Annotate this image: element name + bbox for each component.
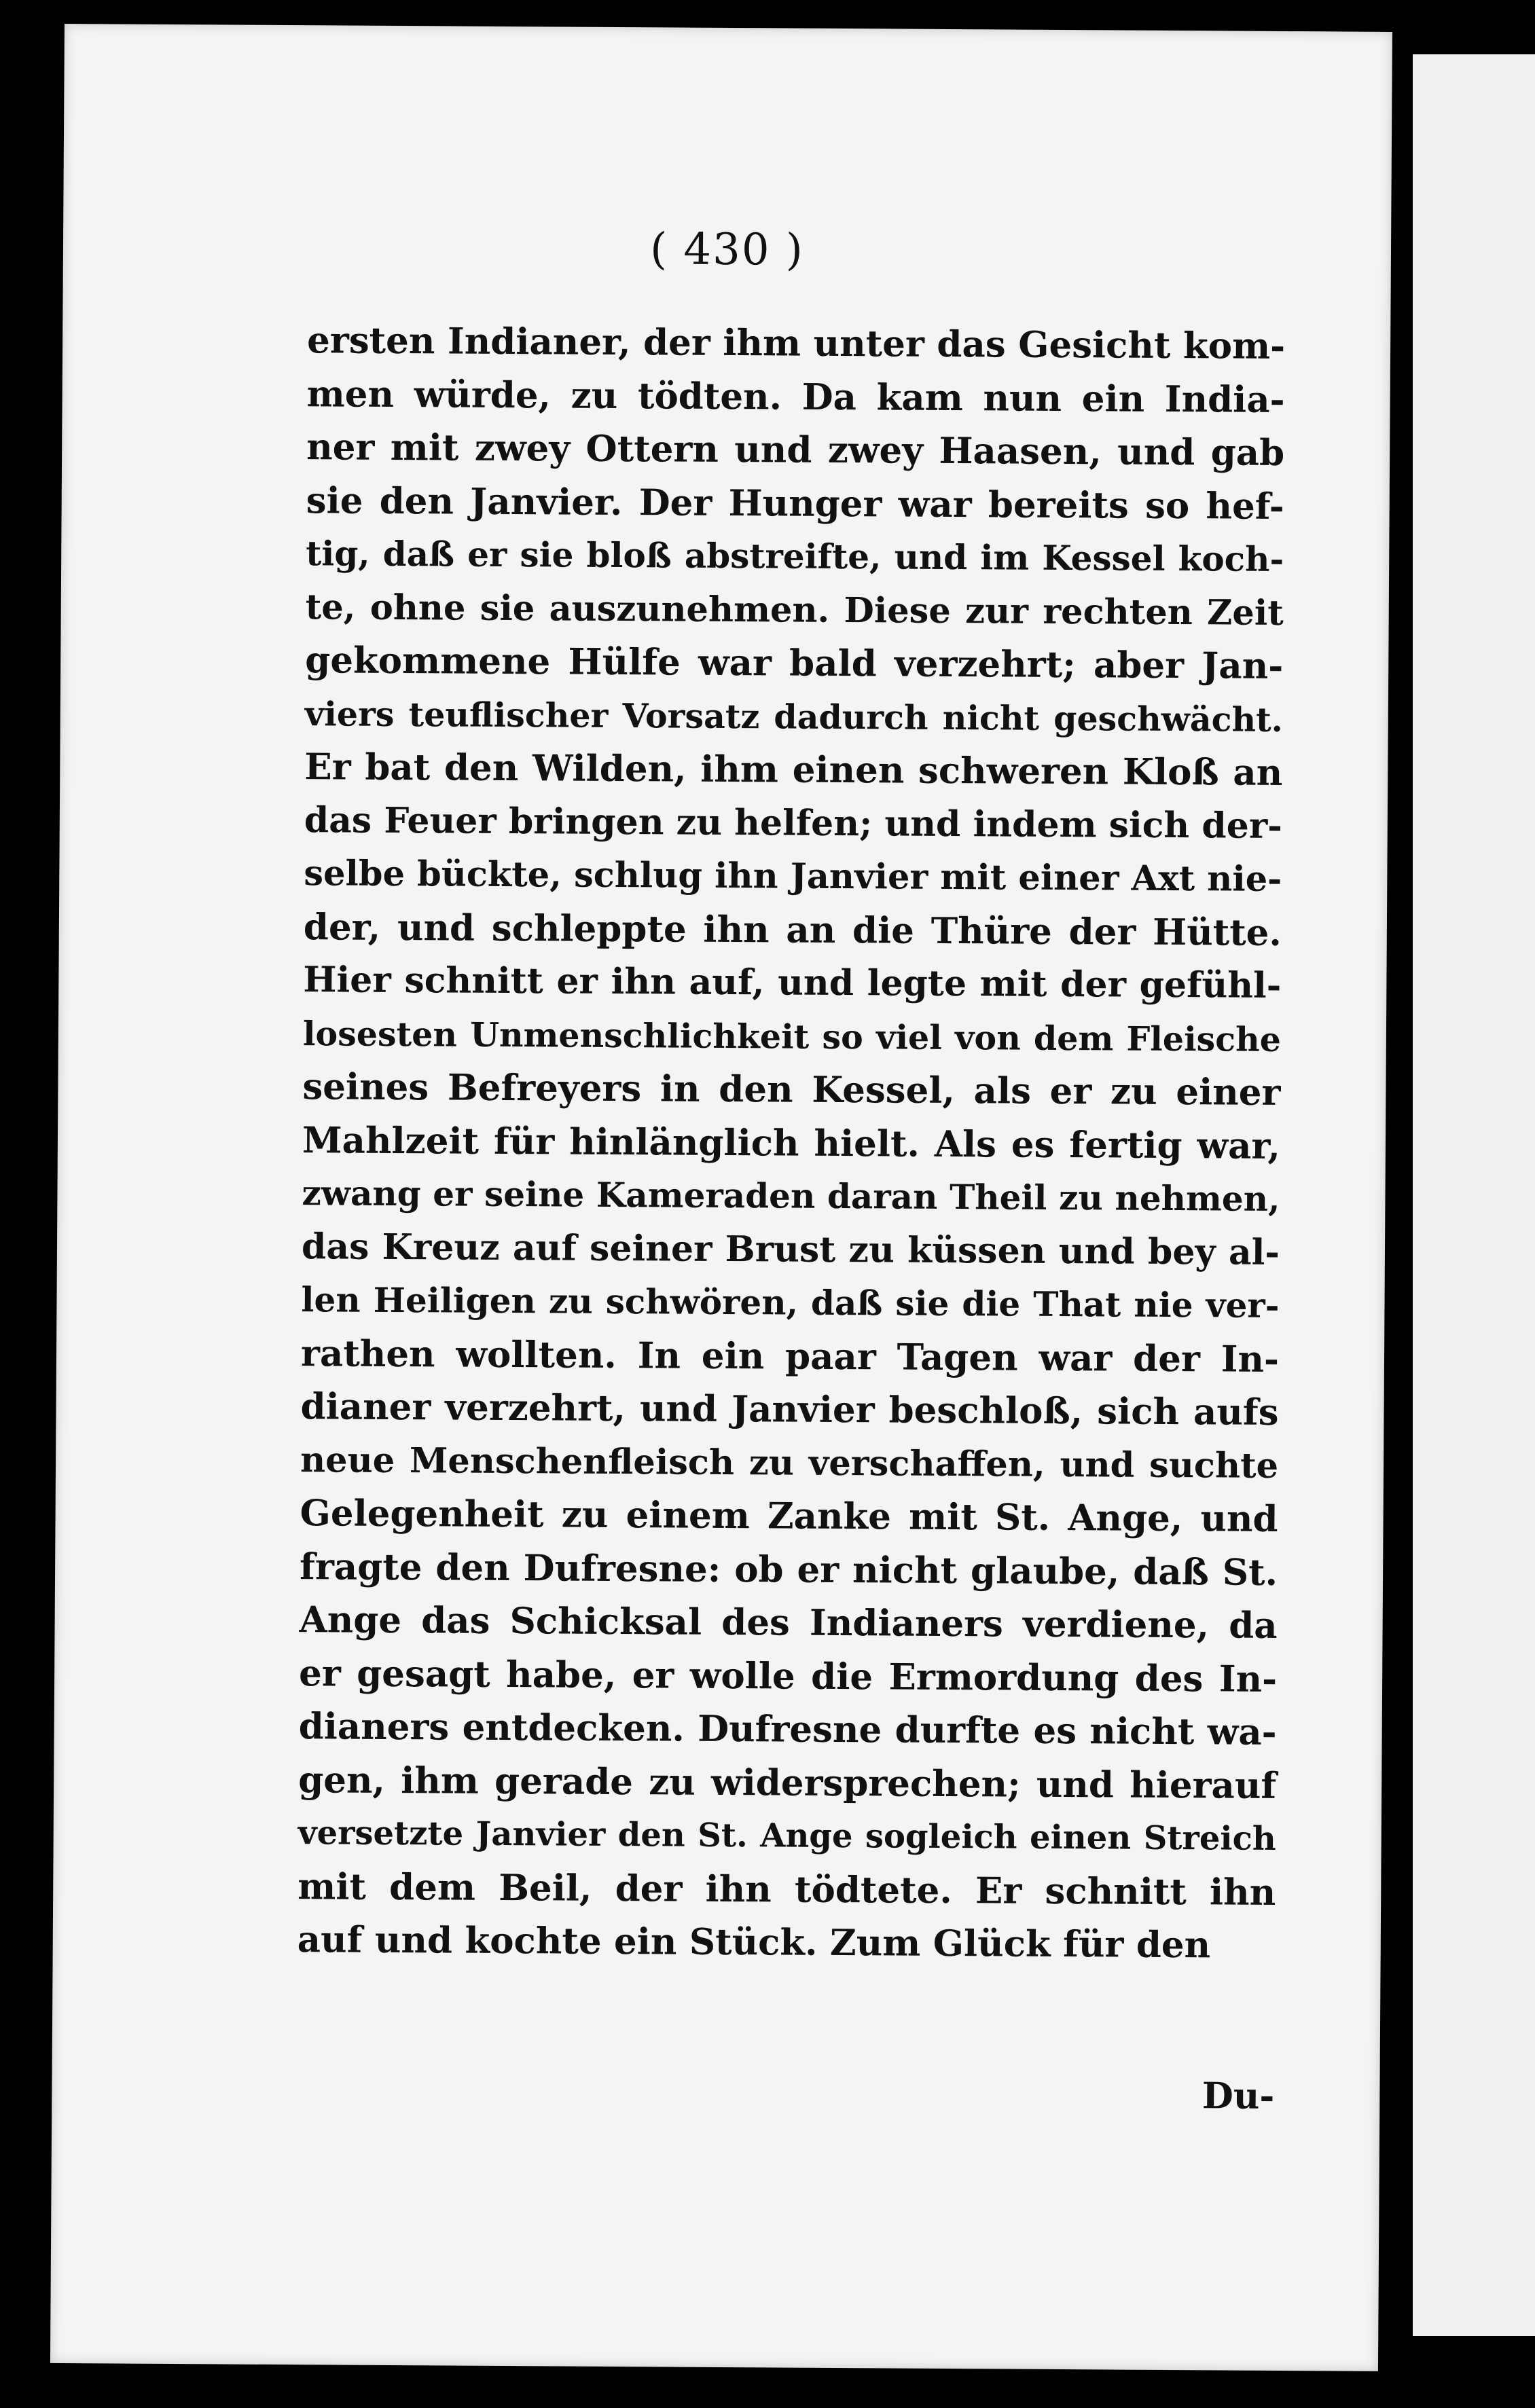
text-line: Mahlzeit für hinlänglich hielt. Als es fertig war, xyxy=(302,1118,1281,1167)
text-line: zwang er seine Kameraden daran Theil zu nehmen, xyxy=(302,1173,1280,1219)
text-line: losesten Unmenschlichkeit so viel von dem Fleische xyxy=(302,1013,1282,1059)
text-line: dianer verzehrt, und Janvier beschloß, sich aufs xyxy=(300,1385,1279,1434)
body-text xyxy=(297,314,1286,1972)
text-line: dianers entdecken. Dufresne durfte es nicht wa- xyxy=(298,1705,1277,1753)
text-line: auf und kochte ein Stück. Zum Glück für den xyxy=(297,1918,1211,1967)
book-page xyxy=(50,24,1392,2371)
text-line: gekommene Hülfe war bald verzehrt; aber Jan- xyxy=(305,639,1284,687)
text-line: Hier schnitt er ihn auf, und legte mit der gefühl- xyxy=(303,959,1282,1006)
text-line: ner mit zwey Ottern und zwey Haasen, und gab xyxy=(306,426,1285,474)
text-line: Gelegenheit zu einem Zanke mit St. Ange, und xyxy=(300,1492,1278,1540)
page-number: ( 430 ) xyxy=(649,224,805,276)
text-line: mit dem Beil, der ihn tödtete. Er schnitt ihn xyxy=(297,1865,1276,1914)
facing-page-edge xyxy=(1413,54,1535,2336)
text-line: selbe bückte, schlug ihn Janvier mit einer Axt nie- xyxy=(304,853,1282,900)
text-line: seines Befreyers in den Kessel, als er zu einer xyxy=(302,1065,1281,1114)
text-line: ersten Indianer, der ihm unter das Gesicht kom- xyxy=(306,319,1286,367)
catchword: Du- xyxy=(1202,2075,1275,2117)
text-line: Er bat den Wilden, ihm einen schweren Kloß an xyxy=(304,746,1283,794)
text-line: tig, daß er sie bloß abstreifte, und im Kessel koch- xyxy=(306,533,1284,579)
text-line: len Heiligen zu schwören, daß sie die That nie ver- xyxy=(301,1279,1280,1326)
text-line: das Feuer bringen zu helfen; und indem sich der- xyxy=(304,799,1283,847)
text-line: der, und schleppte ihn an die Thüre der Hütte. xyxy=(303,905,1282,954)
text-line: men würde, zu tödten. Da kam nun ein India- xyxy=(306,372,1285,421)
text-line: fragte den Dufresne: ob er nicht glaube, daß St. xyxy=(299,1545,1278,1594)
text-line: Ange das Schicksal des Indianers verdiene, da xyxy=(299,1599,1278,1647)
text-line: versetzte Janvier den St. Ange sogleich einen Streich xyxy=(297,1814,1276,1858)
page-gutter xyxy=(1396,41,1413,2350)
text-line: sie den Janvier. Der Hunger war bereits so hef- xyxy=(306,479,1284,528)
text-line: viers teuflischer Vorsatz dadurch nicht geschwächt. xyxy=(304,693,1283,740)
text-line: neue Menschenfleisch zu verschaffen, und suchte xyxy=(300,1439,1279,1486)
text-line: te, ohne sie auszunehmen. Diese zur rechten Zeit xyxy=(305,586,1284,634)
text-line: er gesagt habe, er wolle die Ermordung des In- xyxy=(298,1652,1278,1700)
text-line: gen, ihm gerade zu widersprechen; und hierauf xyxy=(298,1758,1277,1807)
text-line: das Kreuz auf seiner Brust zu küssen und bey al- xyxy=(301,1225,1280,1273)
text-line: rathen wollten. In ein paar Tagen war der In- xyxy=(300,1332,1280,1381)
